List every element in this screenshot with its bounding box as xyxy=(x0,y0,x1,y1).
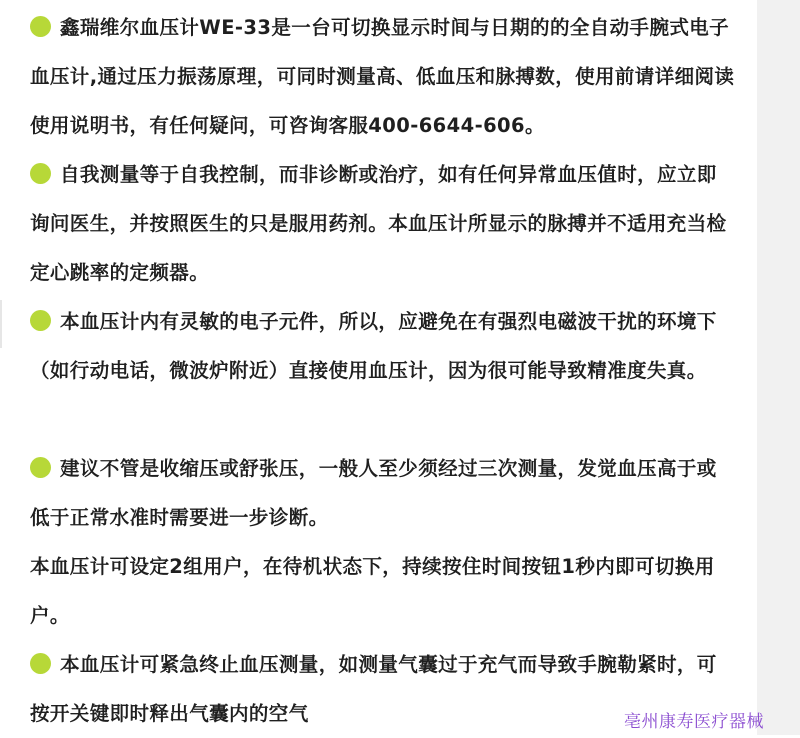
green-bullet-icon xyxy=(30,457,51,478)
paragraph-text: 建议不管是收缩压或舒张压，一般人至少须经过三次测量，发觉血压高于或低于正常水准时需要进一步诊断。 xyxy=(30,457,717,529)
paragraph-user-switch xyxy=(30,542,735,640)
green-bullet-icon xyxy=(30,16,51,37)
paragraph-product-intro xyxy=(30,3,735,150)
paragraph-electromagnetic-warning xyxy=(30,297,735,395)
green-bullet-icon xyxy=(30,163,51,184)
paragraph-text: 鑫瑞维尔血压计WE-33是一台可切换显示时间与日期的的全自动手腕式电子血压计,通过压力振荡原理，可同时测量高、低血压和脉搏数，使用前请详细阅读使用说明书，有任何疑问，可咨询客服400-6644-606。 xyxy=(30,16,735,137)
paragraph-text: 本血压计可设定2组用户，在待机状态下，持续按住时间按钮1秒内即可切换用户。 xyxy=(30,555,715,627)
left-edge-divider xyxy=(0,300,2,348)
green-bullet-icon xyxy=(30,310,51,331)
paragraph-text: 自我测量等于自我控制，而非诊断或治疗，如有任何异常血压值时，应立即询问医生，并按照医生的只是服用药剂。本血压计所显示的脉搏并不适用充当检定心跳率的定频器。 xyxy=(30,163,727,284)
green-bullet-icon xyxy=(30,653,51,674)
paragraph-measurement-advice xyxy=(30,444,735,542)
side-margin-strip xyxy=(757,0,800,735)
shop-watermark: 亳州康寿医疗器械 xyxy=(624,712,764,732)
paragraph-self-measurement xyxy=(30,150,735,297)
paragraph-text: 本血压计可紧急终止血压测量，如测量气囊过于充气而导致手腕勒紧时，可按开关键即时释出气囊内的空气 xyxy=(30,653,717,725)
paragraph-text: 本血压计内有灵敏的电子元件，所以，应避免在有强烈电磁波干扰的环境下（如行动电话，微波炉附近）直接使用血压计，因为很可能导致精准度失真。 xyxy=(30,310,717,382)
